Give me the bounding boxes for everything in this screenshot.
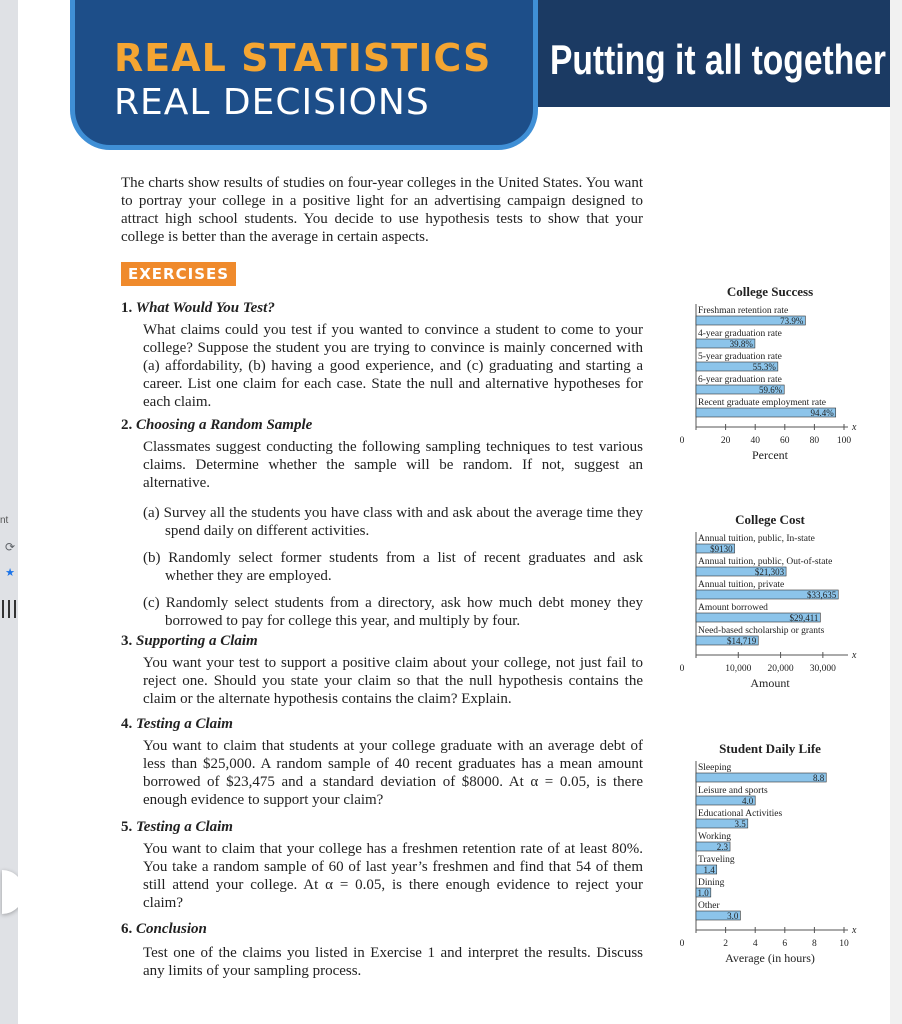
x-tick-label: 6 — [782, 939, 788, 949]
x-tick-label: 0 — [679, 939, 685, 949]
x-tick-label: 8 — [812, 939, 817, 949]
chart-svg — [658, 280, 857, 473]
x-tick-label: 10 — [839, 939, 849, 949]
header-subtitle: Putting it all together — [550, 36, 886, 83]
bar-value-label: 59.6% — [758, 385, 783, 395]
bar-value-label: $14,719 — [726, 636, 757, 646]
exercise-1 — [121, 299, 643, 411]
x-tick-label: 60 — [780, 436, 790, 446]
exercise-number: 3. — [121, 633, 133, 649]
x-tick-label: 30,000 — [809, 664, 836, 674]
textbook-page — [18, 0, 890, 1024]
x-tick-label: 0 — [679, 436, 685, 446]
axis-variable-label: x — [852, 422, 857, 433]
bar-value-label: 4.0 — [741, 796, 754, 806]
bar-value-label: $9130 — [710, 544, 733, 554]
bar-category-label: Annual tuition, public, Out-of-state — [698, 557, 833, 567]
bar-category-label: Educational Activities — [698, 809, 783, 819]
bar-category-label: Traveling — [698, 855, 735, 865]
bar-category-label: 4-year graduation rate — [698, 329, 782, 339]
x-tick-label: 2 — [723, 939, 728, 949]
chart-svg — [658, 737, 857, 976]
bar-category-label: Need-based scholarship or grants — [698, 626, 825, 636]
exercise-title: What Would You Test? — [135, 300, 275, 316]
bar-category-label: Dining — [698, 878, 725, 888]
bar-value-label: 1.0 — [697, 888, 709, 898]
bar-category-label: Recent graduate employment rate — [698, 398, 826, 408]
exercise-6 — [121, 920, 643, 980]
chart-title: College Success — [726, 284, 814, 299]
x-tick-label: 4 — [752, 939, 758, 949]
bar — [696, 773, 826, 782]
exercise-part: (b) Randomly select former students from a list of recent graduates and ask whether they are employed. — [143, 550, 643, 584]
exercise-part: (c) Randomly select students from a directory, ask how much debt money they borrowed to pay for college this year, and multiply by four. — [143, 595, 643, 629]
axis-variable-label: x — [852, 650, 857, 661]
exercise-3 — [121, 632, 643, 708]
bar-value-label: $33,635 — [806, 590, 837, 600]
bar-category-label: 5-year graduation rate — [698, 352, 782, 362]
chart-student-daily-life — [658, 737, 857, 977]
bar-value-label: $21,303 — [754, 567, 785, 577]
exercise-title: Testing a Claim — [136, 819, 233, 835]
bar-value-label: 3.5 — [734, 819, 746, 829]
x-tick-label: 20 — [720, 436, 731, 446]
header-title-line2: REAL DECISIONS — [114, 82, 430, 123]
exercise-title: Supporting a Claim — [136, 633, 258, 649]
exercise-number: 1. — [121, 300, 133, 316]
x-axis-title: Percent — [752, 448, 788, 462]
bar-category-label: Sleeping — [698, 763, 732, 773]
bar-value-label: 8.8 — [812, 773, 825, 783]
bar-value-label: 73.9% — [780, 316, 804, 326]
exercise-body: You want to claim that your college has a freshmen retention rate of at least 80%. You take a random sample of 60 of last year’s freshmen and find that 54 of them still attend your college. At α = 0.05, is there enough evidence to reject your claim? — [143, 841, 643, 911]
exercise-4 — [121, 715, 643, 809]
x-tick-label: 0 — [679, 664, 685, 674]
bar-category-label: Annual tuition, public, In-state — [698, 534, 815, 544]
exercise-title: Testing a Claim — [136, 716, 233, 732]
bar-value-label: 39.8% — [729, 339, 753, 349]
exercise-number: 5. — [121, 819, 133, 835]
bar-category-label: Annual tuition, private — [698, 580, 785, 590]
chart-svg — [658, 508, 857, 701]
exercise-number: 6. — [121, 921, 133, 937]
x-axis-title: Amount — [750, 676, 790, 690]
bar-category-label: 6-year graduation rate — [698, 375, 782, 385]
x-tick-label: 40 — [750, 436, 760, 446]
menu-lines-icon[interactable] — [1, 600, 17, 620]
bar-value-label: 55.3% — [752, 362, 776, 372]
bar-value-label: $29,411 — [789, 613, 819, 623]
chart-title: Student Daily Life — [719, 741, 821, 756]
bar-category-label: Freshman retention rate — [698, 306, 789, 316]
bar-value-label: 1.4 — [703, 865, 715, 875]
exercise-number: 4. — [121, 716, 133, 732]
exercise-title: Choosing a Random Sample — [136, 417, 313, 433]
exercise-body: What claims could you test if you wanted to convince a student to come to your college? Suppose the student you are trying to convince is mainly concerned with (a) affordability, (b) having a good experience, and (c) graduating and starting a career. List one claim for each case. State the null and alternative hypotheses for each claim. — [143, 322, 643, 410]
x-tick-label: 100 — [836, 436, 852, 446]
refresh-icon[interactable]: ⟳ — [4, 540, 16, 554]
scrollbar[interactable] — [890, 0, 902, 1024]
bar-category-label: Working — [698, 832, 732, 842]
exercise-title: Conclusion — [136, 921, 207, 937]
bar-value-label: 94.4% — [810, 408, 834, 418]
exercises-label: EXERCISES — [121, 262, 236, 286]
bar-category-label: Amount borrowed — [698, 603, 768, 613]
exercise-5 — [121, 818, 643, 912]
exercise-body: You want to claim that students at your college graduate with an average debt of less than $25,000. A random sample of 40 recent graduates has a mean amount borrowed of $23,475 and a standard deviation of $8000. At α = 0.05, is there enough evidence to support your claim? — [143, 738, 643, 808]
exercise-body: You want your test to support a positive claim about your college, not just fail to reject one. Should you state your claim so that the null hypothesis contains the claim or the alternate hypothesis contains the claim? Explain. — [143, 655, 643, 707]
bar-category-label: Leisure and sports — [698, 786, 768, 796]
x-tick-label: 20,000 — [767, 664, 794, 674]
x-tick-label: 10,000 — [725, 664, 752, 674]
header-title-line1: REAL STATISTICS — [114, 36, 492, 80]
bar-value-label: 2.3 — [716, 842, 729, 852]
chart-college-success — [658, 280, 857, 480]
x-tick-label: 80 — [809, 436, 820, 446]
axis-variable-label: x — [852, 925, 857, 936]
x-axis-title: Average (in hours) — [725, 951, 815, 965]
exercise-number: 2. — [121, 417, 133, 433]
exercise-2 — [121, 416, 643, 630]
chart-college-cost — [658, 508, 857, 708]
bar-category-label: Other — [698, 901, 720, 911]
sidebar-tab-text[interactable]: nt — [0, 515, 9, 526]
chart-title: College Cost — [735, 512, 805, 527]
exercise-part: (a) Survey all the students you have class with and ask about the average time they spend daily on different activities. — [143, 505, 643, 539]
exercise-body: Test one of the claims you listed in Exercise 1 and interpret the results. Discuss any limits of your sampling process. — [143, 945, 643, 979]
star-icon[interactable]: ★ — [5, 566, 15, 579]
bar-value-label: 3.0 — [727, 911, 739, 921]
exercise-body: Classmates suggest conducting the following sampling techniques to test various claims. Determine whether the sample will be random. If not, suggest an alternative. — [143, 439, 643, 491]
intro-paragraph: The charts show results of studies on four-year colleges in the United States. You want to portray your college in a positive light for an advertising campaign designed to attract high school students. You decide to use hypothesis tests to show that your college is better than the average in certain aspects. — [121, 175, 643, 245]
